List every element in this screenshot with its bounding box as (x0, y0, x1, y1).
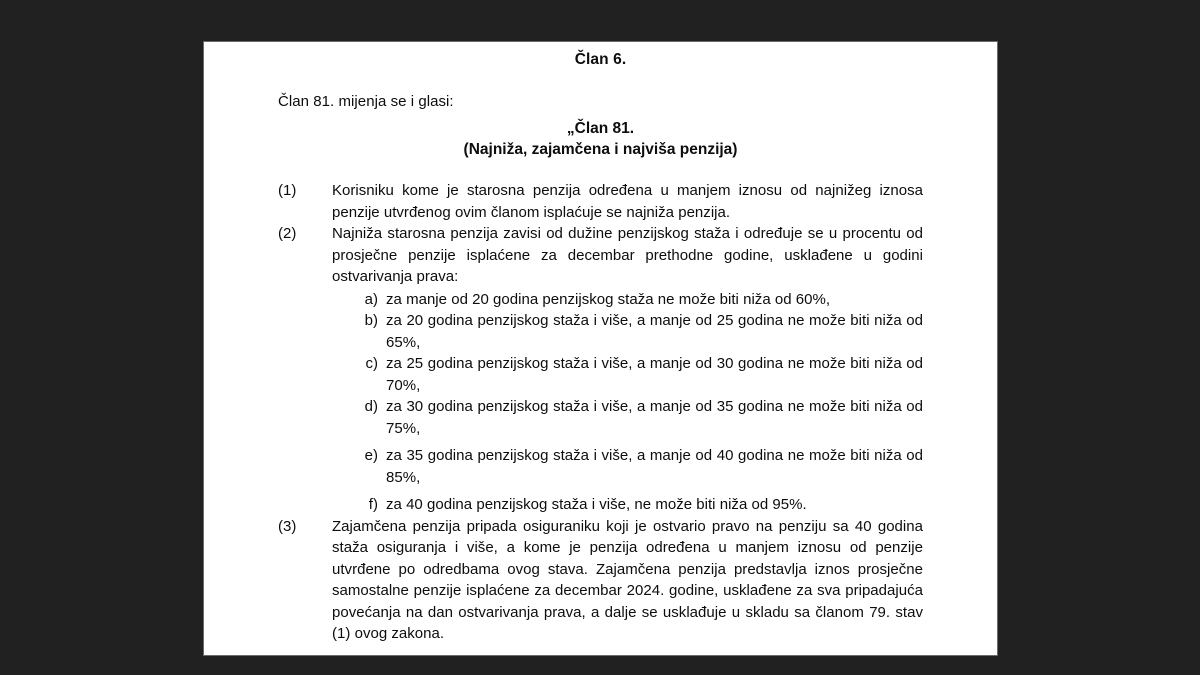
amendment-lead-line: Član 81. mijenja se i glasi: (278, 93, 454, 110)
sub-item-marker: f) (368, 496, 378, 513)
quoted-article-title: „Član 81. (566, 120, 635, 137)
page-title: Član 6. (574, 51, 627, 68)
sub-item-text: za 20 godina penzijskog staža i više, a manje od 25 godina ne može biti niža od 65%, (386, 312, 923, 351)
clause-text: Korisniku kome je starosna penzija određena u manjem iznosu od najnižeg iznosa penzije utvrđenog ovim članom isplaćuje se najniža penzija. (332, 182, 923, 221)
sub-list-item (356, 353, 923, 396)
page-content-area (278, 42, 923, 655)
sub-item-marker: b) (364, 312, 378, 329)
sub-item-marker: e) (364, 447, 378, 464)
clause-text: Zajamčena penzija pripada osiguraniku koji je ostvario pravo na penziju sa 40 godina staža osiguranja i više, a kome je penzija određena u manjem iznosu od penzije utvrđene po odredbama ovog stava. Zajamčena penzija predstavlja iznos prosječne samostalne penzije isplaćene za decembar 2024. godine, usklađene za sva pripadajuća povećanja na dan ostvarivanja prava, a dalje se usklađuje u skladu sa članom 79. stav (1) ovog zakona. (332, 517, 923, 642)
sub-list-item (356, 289, 923, 311)
quoted-article-subtitle: (Najniža, zajamčena i najviša penzija) (463, 141, 738, 158)
clause-list (278, 160, 923, 645)
sub-item-marker: a) (364, 290, 378, 308)
sub-list-item (356, 439, 923, 488)
document-page (204, 42, 997, 655)
sub-item-marker: d) (364, 398, 378, 415)
sub-item-marker: c) (365, 355, 378, 372)
clause-item (278, 516, 923, 645)
sub-list-item (356, 310, 923, 353)
clause-sub-list (332, 288, 923, 516)
sub-item-text: za 30 godina penzijskog staža i više, a manje od 35 godina ne može biti niža od 75%, (386, 398, 923, 437)
clause-marker: (3) (278, 517, 297, 535)
sub-list-item (356, 488, 923, 516)
sub-item-text: za manje od 20 godina penzijskog staža ne može biti niža od 60%, (386, 290, 831, 308)
sub-item-text: za 40 godina penzijskog staža i više, ne može biti niža od 95%. (386, 496, 807, 513)
clause-item (278, 180, 923, 223)
sub-item-text: za 25 godina penzijskog staža i više, a manje od 30 godina ne može biti niža od 70%, (386, 355, 923, 394)
clause-marker: (2) (278, 225, 297, 242)
clause-item (278, 223, 923, 516)
sub-item-text: za 35 godina penzijskog staža i više, a manje od 40 godina ne može biti niža od 85%, (386, 447, 923, 486)
clause-marker: (1) (278, 182, 297, 199)
sub-list-item (356, 396, 923, 439)
clause-text: Najniža starosna penzija zavisi od dužine penzijskog staža i određuje se u procentu od prosječne penzije isplaćene za decembar prethodne godine, usklađene u godini ostvarivanja prava: (332, 225, 923, 285)
